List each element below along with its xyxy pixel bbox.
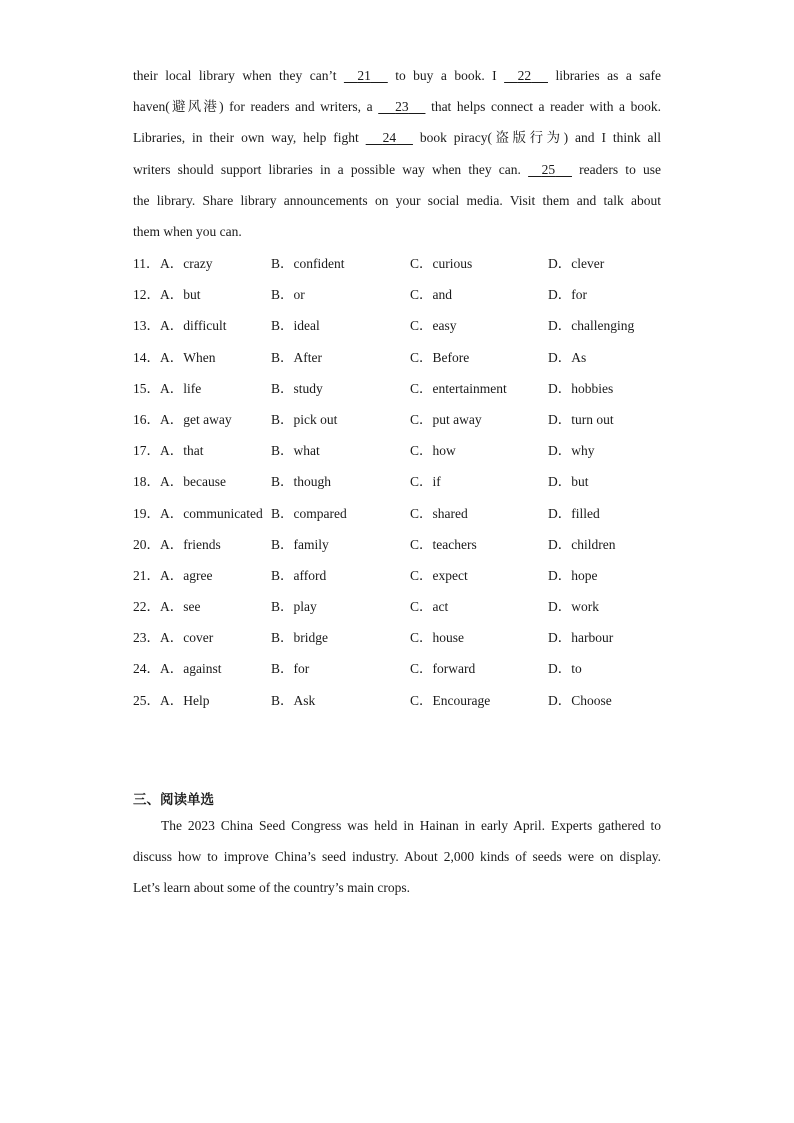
blank-number: 25 bbox=[541, 161, 556, 177]
option-b[interactable]: B．bridge bbox=[271, 630, 328, 646]
option-a[interactable]: A．communicated bbox=[160, 505, 263, 521]
option-b[interactable]: B．or bbox=[271, 287, 305, 303]
text-segment: haven(避风港) for readers and writers, a bbox=[133, 99, 373, 115]
option-c[interactable]: C．act bbox=[410, 599, 449, 615]
option-d[interactable]: D．Choose bbox=[548, 692, 612, 708]
option-b[interactable]: B．ideal bbox=[271, 318, 320, 334]
option-a[interactable]: A．get away bbox=[160, 411, 232, 427]
option-a[interactable]: A．cover bbox=[160, 630, 214, 646]
option-c[interactable]: C．Before bbox=[410, 349, 470, 365]
option-c[interactable]: C．and bbox=[410, 287, 452, 303]
option-d[interactable]: D．challenging bbox=[548, 318, 635, 334]
option-b[interactable]: B．pick out bbox=[271, 411, 338, 427]
option-d[interactable]: D．hope bbox=[548, 567, 598, 583]
question-number: 20． bbox=[133, 536, 160, 552]
question-row bbox=[133, 435, 673, 466]
cloze-line bbox=[133, 122, 661, 153]
option-c[interactable]: C．how bbox=[410, 443, 456, 459]
option-a[interactable]: A．because bbox=[160, 474, 226, 490]
passage-line: Let’s learn about some of the country’s main crops. bbox=[133, 880, 411, 896]
option-d[interactable]: D．to bbox=[548, 661, 582, 677]
blank-number: 22 bbox=[517, 68, 532, 83]
option-d[interactable]: D．for bbox=[548, 287, 587, 303]
question-number: 25． bbox=[133, 692, 160, 708]
option-a[interactable]: A．agree bbox=[160, 567, 213, 583]
question-row bbox=[133, 404, 673, 435]
text-segment: writers should support libraries in a possible way when they can. bbox=[133, 161, 521, 177]
option-c[interactable]: C．teachers bbox=[410, 536, 477, 552]
option-a[interactable]: A．crazy bbox=[160, 256, 213, 271]
option-c[interactable]: C．easy bbox=[410, 318, 457, 334]
option-a[interactable]: A．against bbox=[160, 661, 222, 677]
question-number: 14． bbox=[133, 349, 160, 365]
option-b[interactable]: B．what bbox=[271, 443, 320, 459]
cloze-line bbox=[133, 91, 661, 122]
cloze-line bbox=[133, 60, 661, 91]
option-c[interactable]: C．expect bbox=[410, 567, 468, 583]
cloze-line: the library. Share library announcements on your social media. Visit them and talk about bbox=[133, 192, 661, 208]
option-b[interactable]: B．play bbox=[271, 599, 317, 615]
option-b[interactable]: B．compared bbox=[271, 505, 347, 521]
option-c[interactable]: C．shared bbox=[410, 505, 468, 521]
question-row bbox=[133, 279, 673, 310]
question-number: 13． bbox=[133, 318, 160, 334]
blank-number: 24 bbox=[382, 130, 397, 146]
text-segment: book piracy(盗版行为) and I think all bbox=[419, 130, 662, 146]
option-a[interactable]: A．see bbox=[160, 599, 201, 615]
question-row bbox=[133, 622, 673, 653]
blank-number: 23 bbox=[395, 99, 409, 115]
option-a[interactable]: A．When bbox=[160, 349, 216, 365]
question-row bbox=[133, 248, 673, 279]
reading-passage bbox=[133, 810, 661, 904]
question-row bbox=[133, 373, 673, 404]
blank-21 bbox=[344, 60, 388, 91]
question-number: 24． bbox=[133, 661, 160, 677]
option-d[interactable]: D．clever bbox=[548, 256, 605, 271]
text-segment: libraries as a safe bbox=[555, 68, 661, 83]
question-row bbox=[133, 560, 673, 591]
option-b[interactable]: B．for bbox=[271, 661, 310, 677]
option-b[interactable]: B．study bbox=[271, 380, 323, 396]
option-c[interactable]: C．put away bbox=[410, 411, 482, 427]
option-d[interactable]: D．hobbies bbox=[548, 380, 614, 396]
question-number: 15． bbox=[133, 380, 160, 396]
question-number: 16． bbox=[133, 411, 160, 427]
question-row bbox=[133, 529, 673, 560]
question-number: 23． bbox=[133, 630, 160, 646]
blank-number: 21 bbox=[357, 68, 371, 83]
question-number: 21． bbox=[133, 567, 160, 583]
question-list bbox=[133, 248, 673, 716]
blank-23 bbox=[378, 91, 425, 122]
section-title: 三、阅读单选 bbox=[133, 792, 214, 808]
text-segment: Libraries, in their own way, help fight bbox=[133, 130, 359, 146]
question-row bbox=[133, 653, 673, 684]
option-d[interactable]: D．filled bbox=[548, 505, 600, 521]
option-b[interactable]: B．family bbox=[271, 536, 329, 552]
question-number: 22． bbox=[133, 599, 160, 615]
option-c[interactable]: C．house bbox=[410, 630, 464, 646]
question-number: 11． bbox=[133, 256, 160, 271]
option-c[interactable]: C．if bbox=[410, 474, 441, 490]
question-row bbox=[133, 466, 673, 497]
cloze-line: them when you can. bbox=[133, 223, 242, 239]
blank-25 bbox=[528, 154, 572, 185]
option-b[interactable]: B．Ask bbox=[271, 692, 316, 708]
option-a[interactable]: A．that bbox=[160, 443, 204, 459]
question-row bbox=[133, 591, 673, 622]
cloze-passage bbox=[133, 60, 661, 247]
option-c[interactable]: C．Encourage bbox=[410, 692, 491, 708]
option-d[interactable]: D．but bbox=[548, 474, 589, 490]
option-c[interactable]: C．entertainment bbox=[410, 380, 507, 396]
option-c[interactable]: C．curious bbox=[410, 256, 473, 271]
option-b[interactable]: B．though bbox=[271, 474, 332, 490]
passage-line: discuss how to improve China’s seed industry. About 2,000 kinds of seeds were on display. bbox=[133, 849, 661, 865]
option-d[interactable]: D．why bbox=[548, 443, 595, 459]
question-number: 18． bbox=[133, 474, 160, 490]
question-row bbox=[133, 342, 673, 373]
option-b[interactable]: B．afford bbox=[271, 567, 327, 583]
option-d[interactable]: D．children bbox=[548, 536, 616, 552]
question-number: 12． bbox=[133, 287, 160, 303]
question-number: 17． bbox=[133, 443, 160, 459]
option-a[interactable]: A．but bbox=[160, 287, 201, 303]
question-row bbox=[133, 310, 673, 341]
text-segment: that helps connect a reader with a book. bbox=[431, 99, 661, 115]
option-c[interactable]: C．forward bbox=[410, 661, 476, 677]
option-d[interactable]: D．harbour bbox=[548, 630, 614, 646]
question-number: 19． bbox=[133, 505, 160, 521]
option-d[interactable]: D．As bbox=[548, 349, 587, 365]
option-a[interactable]: A．Help bbox=[160, 692, 210, 708]
text-segment: their local library when they can’t bbox=[133, 68, 337, 83]
option-b[interactable]: B．confident bbox=[271, 256, 345, 271]
option-d[interactable]: D．turn out bbox=[548, 411, 614, 427]
passage-line: The 2023 China Seed Congress was held in Hainan in early April. Experts gathered to bbox=[161, 818, 661, 833]
text-segment: readers to use bbox=[579, 161, 661, 177]
question-row bbox=[133, 685, 673, 716]
option-a[interactable]: A．friends bbox=[160, 536, 221, 552]
option-d[interactable]: D．work bbox=[548, 599, 599, 615]
text-segment: to buy a book. I bbox=[395, 68, 497, 83]
option-b[interactable]: B．After bbox=[271, 349, 322, 365]
option-a[interactable]: A．life bbox=[160, 380, 202, 396]
question-row bbox=[133, 498, 673, 529]
cloze-line bbox=[133, 154, 661, 185]
blank-24 bbox=[366, 122, 413, 153]
option-a[interactable]: A．difficult bbox=[160, 318, 227, 334]
blank-22 bbox=[504, 60, 548, 91]
